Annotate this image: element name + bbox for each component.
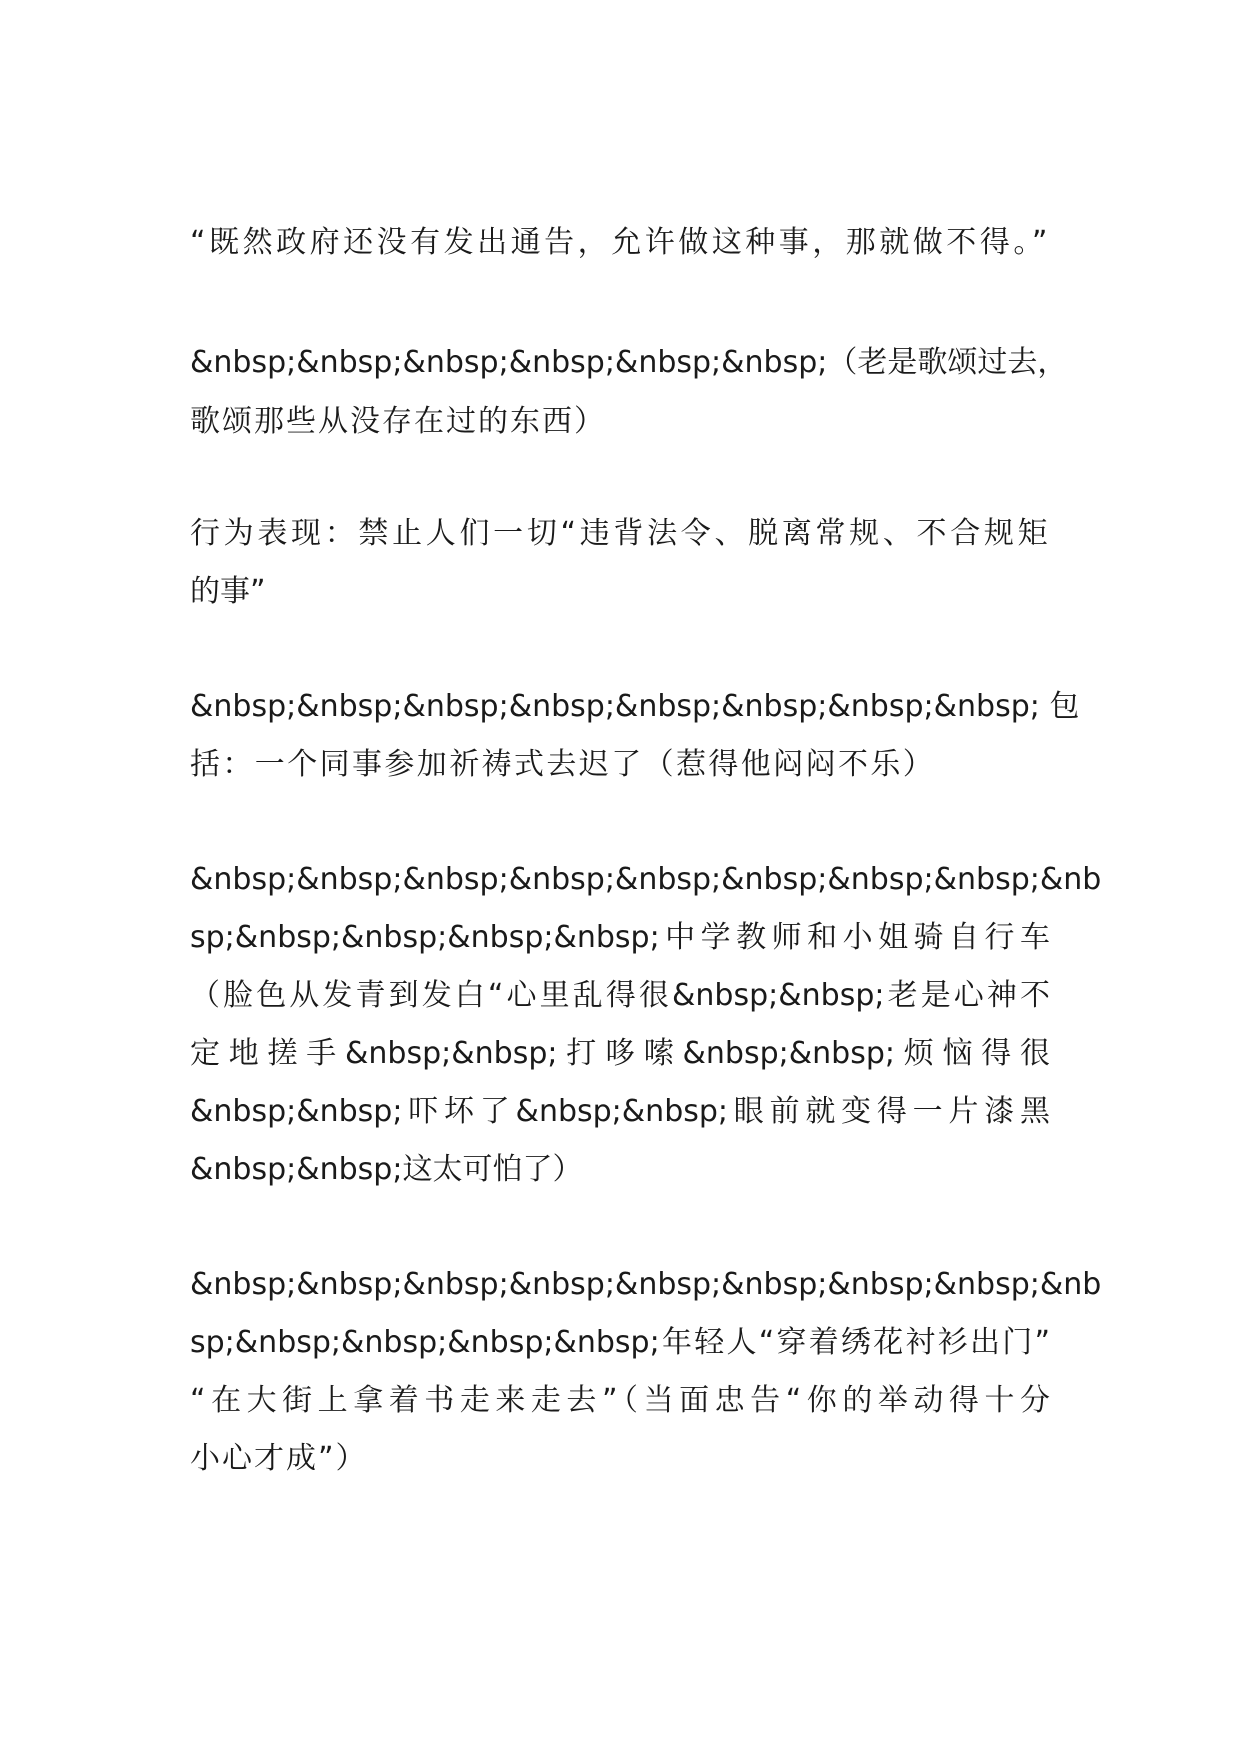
text-line: &nbsp;&nbsp;&nbsp;&nbsp;&nbsp;&nbsp;&nbsp;&nbsp;&nb [190, 1267, 1102, 1302]
text-line: sp;&nbsp;&nbsp;&nbsp;&nbsp;年轻人“穿着绣花衬衫出门” [190, 1325, 1050, 1360]
text-line: 定地搓手&nbsp;&nbsp;打哆嗦&nbsp;&nbsp;烦恼得很 [190, 1036, 1050, 1071]
text-line: 歌颂那些从没存在过的东西） [190, 404, 606, 439]
text-line: “既然政府还没有发出通告，允许做这种事，那就做不得。” [190, 225, 1050, 260]
text-line: &nbsp;&nbsp;&nbsp;&nbsp;&nbsp;&nbsp;&nbsp;&nbsp; 包 [190, 689, 1080, 724]
text-line: 的事” [190, 574, 266, 609]
text-line: 括：一个同事参加祈祷式去迟了（惹得他闷闷不乐） [190, 747, 936, 782]
text-line: 行为表现：禁止人们一切“违背法令、脱离常规、不合规矩 [190, 516, 1050, 551]
text-line: &nbsp;&nbsp;&nbsp;&nbsp;&nbsp;&nbsp;（老是歌颂过去， [190, 345, 1068, 380]
text-line: sp;&nbsp;&nbsp;&nbsp;&nbsp;中学教师和小姐骑自行车 [190, 920, 1050, 955]
text-line: “在大街上拿着书走来走去”（当面忠告“你的举动得十分 [190, 1383, 1050, 1418]
text-line: &nbsp;&nbsp;这太可怕了） [190, 1152, 583, 1187]
text-line: （脸色从发青到发白“心里乱得很&nbsp;&nbsp;老是心神不 [190, 978, 1050, 1013]
text-line: 小心才成”） [190, 1441, 368, 1476]
text-line: &nbsp;&nbsp;吓坏了&nbsp;&nbsp;眼前就变得一片漆黑 [190, 1094, 1050, 1129]
text-line: &nbsp;&nbsp;&nbsp;&nbsp;&nbsp;&nbsp;&nbsp;&nbsp;&nb [190, 862, 1102, 897]
